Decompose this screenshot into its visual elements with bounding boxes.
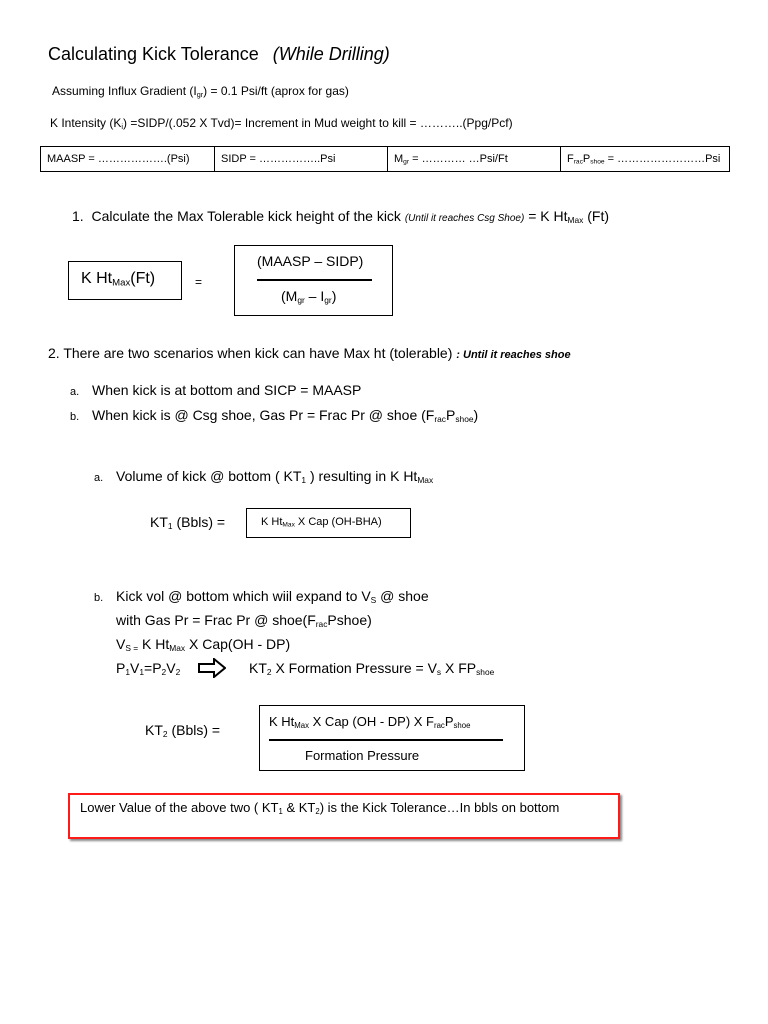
formula-1-equals: = — [195, 275, 203, 289]
scenario-b: b. When kick is @ Csg shoe, Gas Pr = Frac Pr @ shoe $(F_{rac}P_{shoe})$ — [70, 407, 479, 425]
input-values-table — [40, 146, 730, 172]
part-b-line-2: with Gas Pr = Frac Pr @ $shoe(F_{rac}Pshoe)$ — [116, 612, 372, 630]
title-note: (While Drilling) — [272, 44, 390, 64]
boyles-law: $P_1V_1=P_2V_2$ — [116, 660, 181, 678]
kt1-formula-box: K $Ht_{Max}$ X Cap (OH-BHA) — [246, 508, 411, 538]
fraction-line — [257, 279, 372, 281]
sidp-cell: SIDP = ……………..Psi — [215, 147, 388, 172]
step-1-heading: 1. Calculate the Max Tolerable kick height of the kick (Until it reaches Csg Shoe) = K $Ht_{Max}$ (Ft) — [72, 208, 609, 226]
formula-1-denominator: $(M_{gr} - I_{gr})$ — [281, 288, 337, 306]
page-title — [48, 44, 390, 65]
fraction-line — [269, 739, 503, 741]
formula-1-fraction-box — [234, 245, 393, 316]
mud-gradient-cell: $M_{gr}$ = ………… …Psi/Ft — [388, 147, 561, 172]
kick-tolerance-callout: Lower Value of the above two ( $KT_1$ & $KT_2$) is the Kick Tolerance…In bbls on bottom — [68, 793, 620, 839]
maasp-cell: MAASP = ……………….(Psi) — [41, 147, 215, 172]
part-b-line-3: $V_{S =}$ K $Ht_{Max}$ X Cap(OH - DP) — [116, 636, 291, 654]
kt2-label: $KT_2$ (Bbls) = — [145, 722, 221, 740]
max-kick-height-box: K $Ht_{Max}(Ft)$ — [68, 261, 182, 300]
formula-1-numerator: (MAASP – SIDP) — [257, 253, 364, 269]
kt2-equation: $KT_2$ X Formation Pressure = $V_s$ X $FP_{shoe}$ — [249, 660, 495, 678]
scenario-a: a. When kick is at bottom and SICP = MAASP — [70, 382, 362, 398]
kt2-formula-box — [259, 705, 525, 771]
kick-intensity-definition: K Intensity $(K_i)$ =SIDP/(.052 X Tvd)= Increment in Mud weight to kill = ………..(Ppg/Pcf) — [50, 116, 513, 131]
part-b-line-1: b. Kick vol @ bottom which wiil expand to $V_S$ @ shoe — [94, 588, 429, 606]
kt2-denominator: Formation Pressure — [305, 748, 420, 763]
step-2-heading: 2. There are two scenarios when kick can have Max ht (tolerable) : Until it reaches shoe — [48, 345, 571, 361]
kt1-label: $KT_1$ (Bbls) = — [150, 514, 226, 532]
part-a-heading: a. Volume of kick @ bottom ( $KT_1$ ) resulting in K $Ht_{Max}$ — [94, 468, 434, 486]
title-main: Calculating Kick Tolerance — [48, 44, 259, 64]
frac-pressure-cell: $F_{rac}P_{shoe}$ = ……………………Psi — [561, 147, 730, 172]
step-1-note: (Until it reaches Csg Shoe) — [404, 213, 525, 224]
influx-gradient-assumption: Assuming Influx Gradient $(I_{gr}) = 0.1$ Psi/ft (aprox for gas) — [52, 84, 349, 99]
kt2-numerator: K $Ht_{Max}$ X Cap (OH - DP) X $F_{rac}P_{shoe}$ — [269, 714, 471, 730]
step-2-note: : Until it reaches shoe — [456, 349, 571, 361]
right-arrow-icon — [198, 658, 226, 678]
